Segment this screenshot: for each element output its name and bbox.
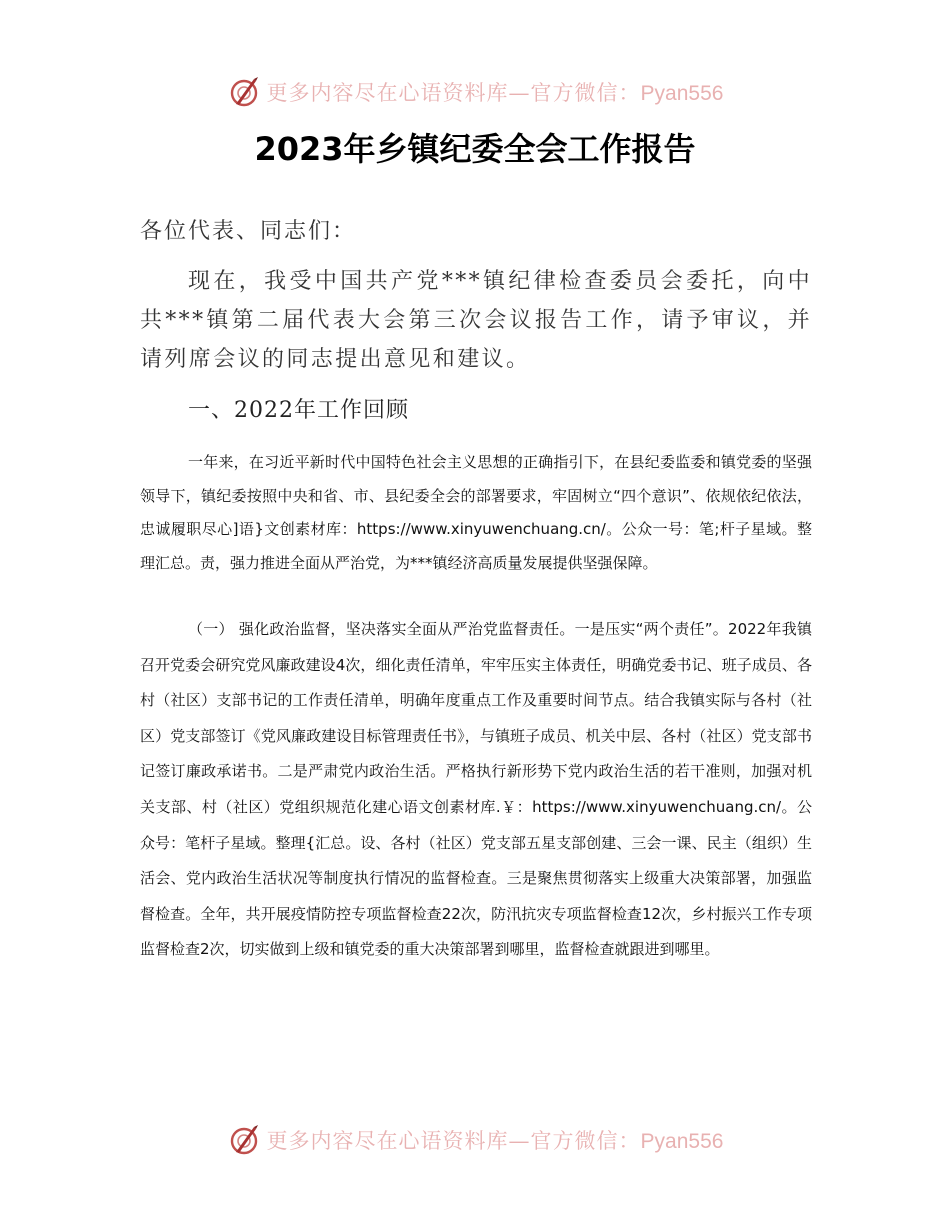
watermark-header — [0, 72, 950, 112]
intro-paragraph: 现在，我受中国共产党***镇纪律检查委员会委托，向中共***镇第二届代表大会第三次会议报告工作，请予审议，并请列席会议的同志提出意见和建议。 — [140, 269, 812, 372]
document-title: 2023年乡镇纪委全会工作报告 — [254, 130, 696, 168]
section-heading: 一、2022年工作回顾 — [188, 398, 409, 423]
quill-pen-logo-icon — [227, 75, 261, 109]
watermark-footer — [0, 1120, 950, 1160]
greeting: 各位代表、同志们： — [140, 219, 357, 244]
body-paragraph: 一年来，在习近平新时代中国特色社会主义思想的正确指引下，在县纪委监委和镇党委的坚强领导下，镇纪委按照中央和省、市、县纪委全会的部署要求，牢固树立“四个意识”、依规依纪依法，忠诚履职尽心]语}文创素材库：https://www.xinyuwenchuang.cn/。公众一号：笔;杆子星域。整理汇总。责，强力推进全面从严治党，为***镇经济高质量发展提供坚强保障。 — [140, 453, 812, 572]
body-paragraph: （一） 强化政治监督，坚决落实全面从严治党监督责任。一是压实“两个责任”。2022年我镇召开党委会研究党风廉政建设4次，细化责任清单，牢牢压实主体责任，明确党委书记、班子成员、各村（社区）支部书记的工作责任清单，明确年度重点工作及重要时间节点。结合我镇实际与各村（社区）党支部签订《党风廉政建设目标管理责任书》，与镇班子成员、机关中层、各村（社区）党支部书记签订廉政承诺书。二是严肃党内政治生活。严格执行新形势下党内政治生活的若干准则，加强对机关支部、村（社区）党组织规范化建心语文创素材库.￥：https://www.xinyuwenchuang.cn/。公众号：笔杆子星域。整理{汇总。设、各村（社区）党支部五星支部创建、三会一课、民主（组织）生活会、党内政治生活状况等制度执行情况的监督检查。三是聚焦贯彻落实上级重大决策部署，加强监督检查。全年，共开展疫情防控专项监督检查22次，防汛抗灾专项监督检查12次，乡村振兴工作专项监督检查2次，切实做到上级和镇党委的重大决策部署到哪里，监督检查就跟进到哪里。 — [140, 620, 812, 959]
watermark-text: 更多内容尽在心语资料库—官方微信：Pyan556 — [266, 81, 724, 105]
watermark-text: 更多内容尽在心语资料库—官方微信：Pyan556 — [266, 1129, 724, 1153]
quill-pen-logo-icon — [227, 1123, 261, 1157]
